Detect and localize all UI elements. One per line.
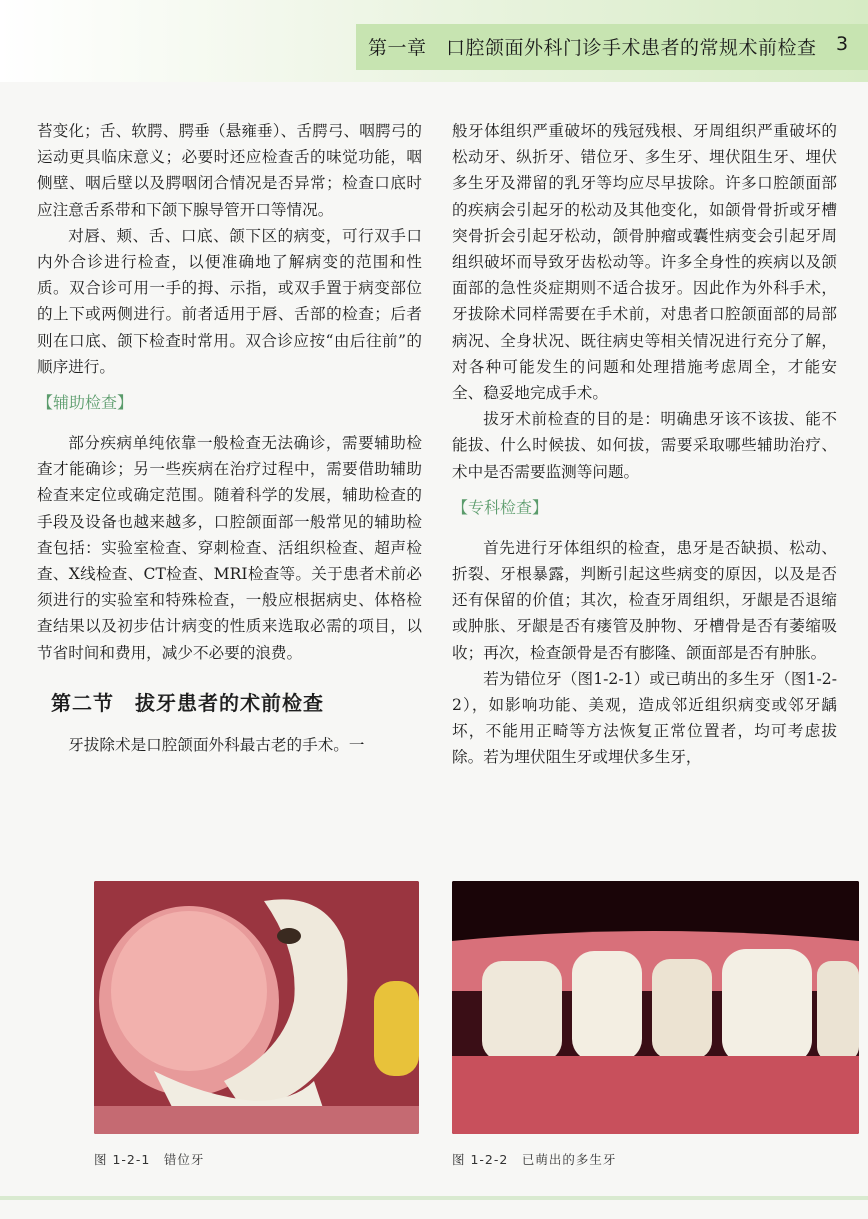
malpositioned-tooth-photo xyxy=(94,881,419,1134)
footer-band xyxy=(0,1196,868,1200)
paragraph: 般牙体组织严重破坏的残冠残根、牙周组织严重破坏的松动牙、纵折牙、错位牙、多生牙、埋伏阻生牙、埋伏多生牙及滞留的乳牙等均应尽早拔除。许多口腔颌面部的疾病会引起牙的松动及其他变化，如颌骨骨折或牙槽突骨折会引起牙松动，颌骨肿瘤或囊性病变会引起牙周组织破坏而导致牙齿松动等。许多全身性的疾病以及颌面部的急性炎症期则不适合拔牙。因此作为外科手术，牙拔除术同样需要在手术前，对患者口腔颌面部的局部病况、全身状况、既往病史等相关情况进行充分了解，对各种可能发生的问题和处理措施考虑周全，才能安全、稳妥地完成手术。 xyxy=(452,122,837,403)
auxiliary-exam-tag: 【辅助检查】 xyxy=(37,393,134,413)
supernumerary-tooth-photo xyxy=(452,881,859,1134)
figure-caption-2: 图 1-2-2 已萌出的多生牙 xyxy=(452,1152,617,1167)
left-column xyxy=(37,118,422,758)
page-number: 3 xyxy=(836,33,849,55)
malpositioned-tooth-illustration xyxy=(94,881,419,1134)
specialist-exam-tag: 【专科检查】 xyxy=(452,497,549,517)
supernumerary-tooth-illustration xyxy=(452,881,859,1134)
paragraph: 部分疾病单纯依靠一般检查无法确诊，需要辅助检查才能确诊；另一些疾病在治疗过程中，需要借助辅助检查来定位或确定范围。随着科学的发展，辅助检查的手段及设备也越来越多，口腔颌面部一般常见的辅助检查包括：实验室检查、穿刺检查、活组织检查、超声检查、X线检查、CT检查、MRI检查等。关于患者术前必须进行的实验室和特殊检查，一般应根据病史、体格检查结果以及初步估计病变的性质来选取必需的项目，以节省时间和费用，减少不必要的浪费。 xyxy=(37,434,422,662)
right-column xyxy=(452,118,837,771)
paragraph: 若为错位牙（图1-2-1）或已萌出的多生牙（图1-2-2），如影响功能、美观，造成邻近组织病变或邻牙龋坏，不能用正畸等方法恢复正常位置者，均可考虑拔除。若为埋伏阻生牙或埋伏多生牙， xyxy=(452,669,837,767)
section-heading: 第二节 拔牙患者的术前检查 xyxy=(51,690,324,715)
paragraph: 拔牙术前检查的目的是：明确患牙该不该拔、能不能拔、什么时候拔、如何拔，需要采取哪些辅助治疗、术中是否需要监测等问题。 xyxy=(452,410,837,481)
paragraph: 牙拔除术是口腔颌面外科最古老的手术。一 xyxy=(68,735,365,754)
paragraph: 首先进行牙体组织的检查，患牙是否缺损、松动、折裂、牙根暴露，判断引起这些病变的原因，以及是否还有保留的价值；其次，检查牙周组织，牙龈是否退缩或肿胀、牙龈是否有瘘管及肿物、牙槽骨是否有萎缩吸收；再次，检查颌骨是否有膨隆、颌面部是否有肿胀。 xyxy=(452,538,837,662)
figure-caption-1: 图 1-2-1 错位牙 xyxy=(94,1152,205,1167)
chapter-title: 第一章 口腔颌面外科门诊手术患者的常规术前检查 xyxy=(368,37,817,59)
paragraph: 苔变化；舌、软腭、腭垂（悬雍垂）、舌腭弓、咽腭弓的运动更具临床意义；必要时还应检查舌的味觉功能，咽侧壁、咽后壁以及腭咽闭合情况是否异常；检查口底时应注意舌系带和下颌下腺导管开口等情况。 xyxy=(37,122,422,219)
paragraph: 对唇、颊、舌、口底、颌下区的病变，可行双手口内外合诊进行检查，以便准确地了解病变的范围和性质。双合诊可用一手的拇、示指，或双手置于病变部位的上下或两侧进行。前者适用于唇、舌部的检查；后者则在口底、颌下检查时常用。双合诊应按“由后往前”的顺序进行。 xyxy=(37,226,422,376)
